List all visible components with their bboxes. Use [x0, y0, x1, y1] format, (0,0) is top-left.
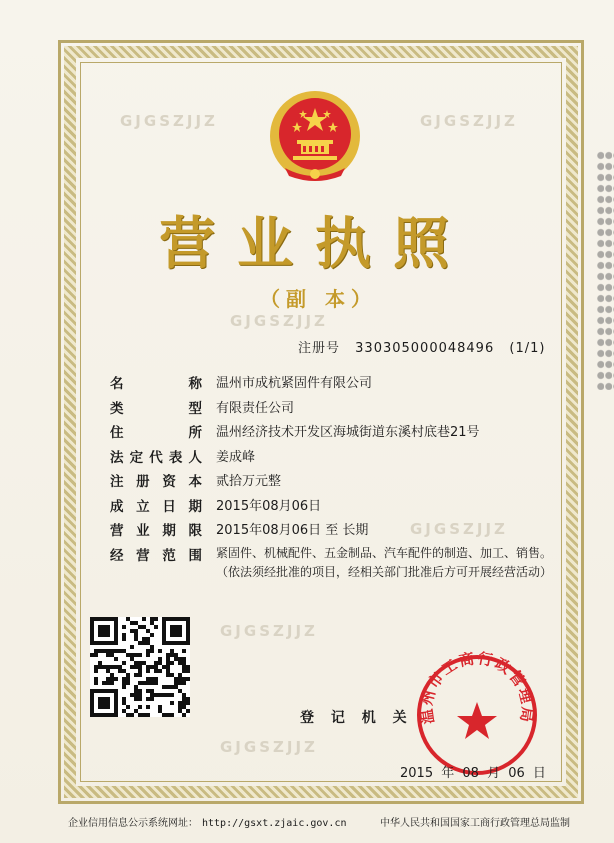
seal-text: 温州市工商行政管理局: [417, 650, 537, 726]
field-value: 有限责任公司: [216, 400, 295, 416]
field-row: [110, 470, 560, 495]
field-row: [110, 446, 560, 471]
field-value: 2015年08月06日: [216, 498, 322, 514]
field-row: [110, 397, 560, 422]
field-value: 2015年08月06日 至 长期: [216, 523, 369, 538]
field-label: 经 营 范 围: [110, 547, 202, 564]
watermark: GJGSZJJZ: [230, 312, 328, 330]
official-seal-icon: [412, 650, 542, 780]
field-value: 贰拾万元整: [216, 474, 282, 489]
field-label: 类 型: [110, 400, 202, 417]
scan-edge: [596, 150, 614, 390]
field-label: 成 立 日 期: [110, 498, 202, 515]
field-label: 注 册 资 本: [110, 474, 202, 490]
watermark: GJGSZJJZ: [120, 112, 218, 130]
footer-website: 企业信用信息公示系统网址： http://gsxt.zjaic.gov.cn: [68, 818, 347, 829]
field-value: 温州市成杭紧固件有限公司: [216, 376, 373, 391]
field-value: 姜成峰: [216, 449, 256, 465]
field-row: [110, 372, 560, 397]
field-row: [110, 495, 560, 520]
license-subtitle: （副 本）: [260, 287, 377, 311]
footer-url[interactable]: http://gsxt.zjaic.gov.cn: [202, 818, 347, 829]
field-row: [110, 421, 560, 446]
watermark: GJGSZJJZ: [220, 622, 318, 640]
watermark: GJGSZJJZ: [420, 112, 518, 130]
field-label: 名 称: [110, 376, 202, 392]
license-title: 营业执照: [159, 211, 471, 277]
field-value: 紧固件、机械配件、五金制品、汽车配件的制造、加工、销售。 （依法须经批准的项目，经相关部门批准后方可开展经营活动）: [216, 545, 553, 579]
field-row: [110, 519, 560, 544]
national-emblem-icon: [267, 88, 363, 184]
registration-number: [298, 337, 555, 356]
field-label: 营 业 期 限: [110, 523, 202, 539]
field-row: [110, 544, 560, 579]
license-fields: [110, 372, 560, 579]
field-label: 住 所: [110, 425, 202, 441]
registration-value: 330305000048496: [355, 341, 495, 356]
registration-authority-label: 登 记 机 关: [300, 710, 413, 726]
watermark: GJGSZJJZ: [220, 738, 318, 756]
field-value: 温州经济技术开发区海城街道东溪村底巷21号: [216, 425, 480, 440]
issue-date: 2015 年 08 月 06 日: [400, 766, 546, 781]
qr-code-icon: [90, 617, 190, 717]
footer-issuer: 中华人民共和国国家工商行政管理总局监制: [380, 818, 570, 829]
field-label: 法 定 代 表 人: [110, 449, 202, 466]
page-indicator: (1/1): [509, 341, 546, 356]
registration-label: 注册号: [298, 341, 341, 356]
watermark: GJGSZJJZ: [410, 520, 508, 538]
